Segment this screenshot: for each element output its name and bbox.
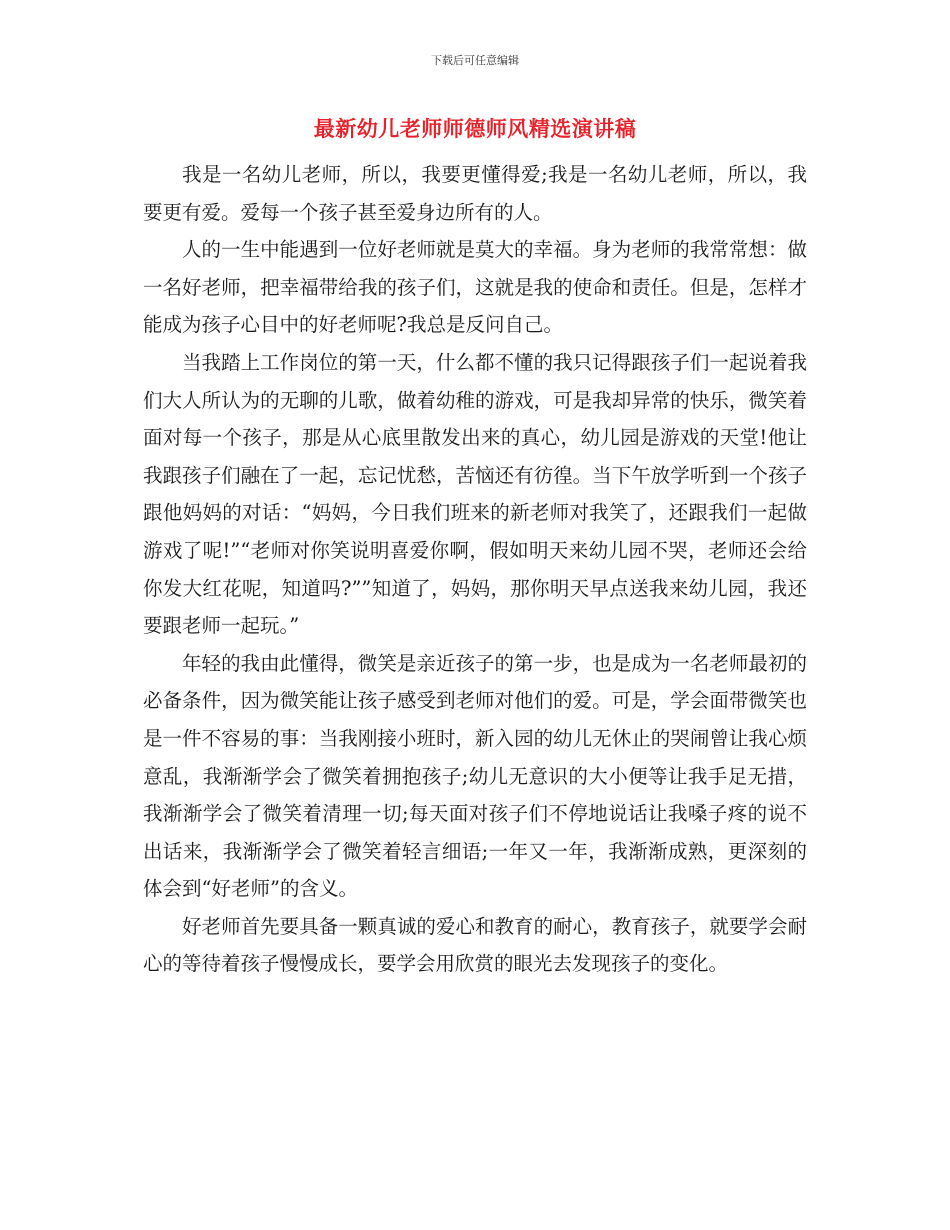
document-body — [143, 156, 807, 983]
page-header-note: 下载后可任意编辑 — [431, 54, 519, 67]
document-title: 最新幼儿老师师德师风精选演讲稿 — [313, 117, 637, 141]
paragraph: 年轻的我由此懂得，微笑是亲近孩子的第一步，也是成为一名老师最初的必备条件，因为微笑能让孩子感受到老师对他们的爱。可是，学会面带微笑也是一件不容易的事：当我刚接小班时，新入园的幼儿无休止的哭闹曾让我心烦意乱，我渐渐学会了微笑着拥抱孩子;幼儿无意识的大小便等让我手足无措，我渐渐学会了微笑着清理一切;每天面对孩子们不停地说话让我嗓子疼的说不出话来，我渐渐学会了微笑着轻言细语;一年又一年，我渐渐成熟，更深刻的体会到“好老师”的含义。 — [143, 651, 807, 901]
paragraph: 我是一名幼儿老师，所以，我要更懂得爱;我是一名幼儿老师，所以，我要更有爱。爱每一个孩子甚至爱身边所有的人。 — [143, 163, 807, 224]
paragraph: 好老师首先要具备一颗真诚的爱心和教育的耐心，教育孩子，就要学会耐心的等待着孩子慢慢成长，要学会用欣赏的眼光去发现孩子的变化。 — [143, 914, 807, 976]
paragraph: 当我踏上工作岗位的第一天，什么都不懂的我只记得跟孩子们一起说着我们大人所认为的无聊的儿歌，做着幼稚的游戏，可是我却异常的快乐，微笑着面对每一个孩子，那是从心底里散发出来的真心，幼儿园是游戏的天堂!他让我跟孩子们融在了一起，忘记忧愁，苦恼还有彷徨。当下午放学听到一个孩子跟他妈妈的对话：“妈妈，今日我们班来的新老师对我笑了，还跟我们一起做游戏了呢!”“老师对你笑说明喜爱你啊，假如明天来幼儿园不哭，老师还会给你发大红花呢，知道吗?””知道了，妈妈，那你明天早点送我来幼儿园，我还要跟老师一起玩。” — [143, 350, 807, 638]
paragraph: 人的一生中能遇到一位好老师就是莫大的幸福。身为老师的我常常想：做一名好老师，把幸福带给我的孩子们，这就是我的使命和责任。但是，怎样才能成为孩子心目中的好老师呢?我总是反问自己。 — [143, 238, 807, 337]
